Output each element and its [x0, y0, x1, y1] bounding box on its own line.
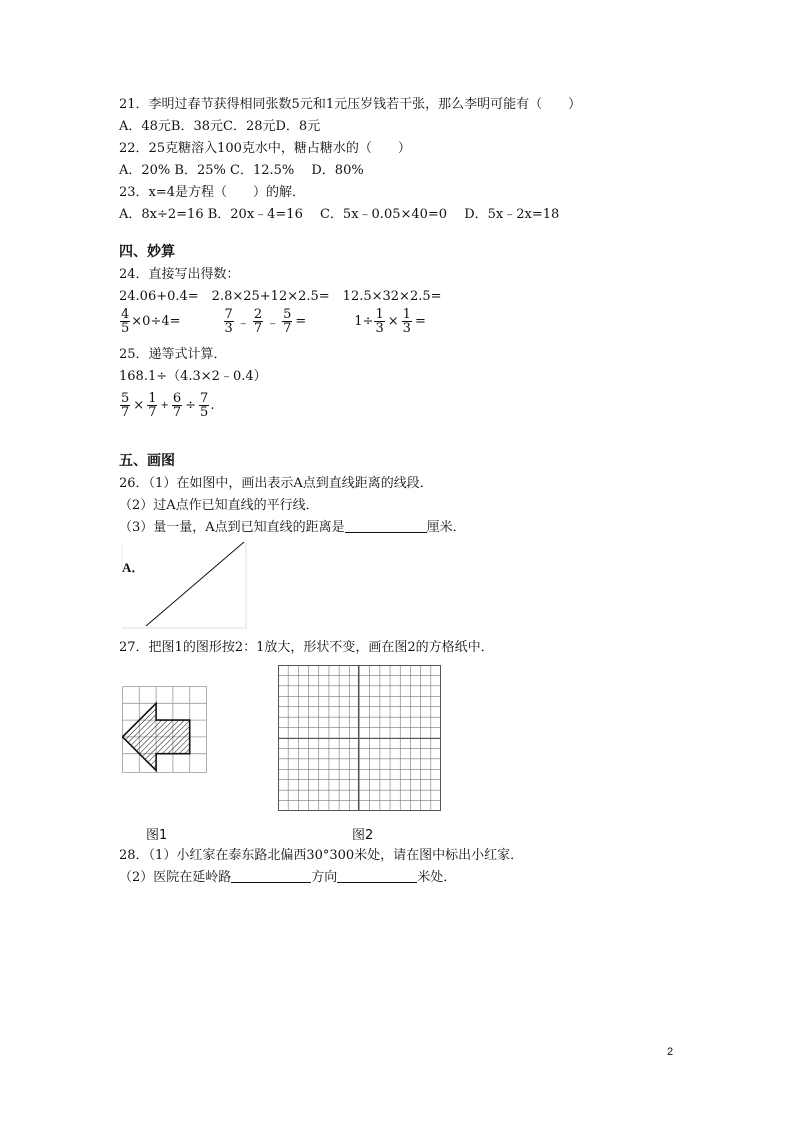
- q26-line-figure: [119, 540, 251, 630]
- fraction: $\frac{7}{3}$: [224, 306, 233, 336]
- q21-stem: 21．李明过春节获得相同张数5元和1元压岁钱若干张，那么李明可能有（ ）: [119, 97, 582, 112]
- fraction: $\frac{2}{7}$: [253, 306, 263, 336]
- answer-blank[interactable]: [345, 520, 427, 533]
- answer-blank[interactable]: [231, 870, 311, 883]
- fraction: $\frac{5}{7}$: [283, 306, 292, 336]
- q25-row2: $\frac{5}{7}$ × $\frac{1}{7}$ + $\frac{6}{7}$ ÷ $\frac{7}{5}$ .: [121, 390, 215, 420]
- q27-stem: 27．把图1的图形按2：1放大，形状不变，画在图2的方格纸中．: [119, 640, 494, 655]
- q24-row2: $\frac{4}{5}$ ×0÷4= $\frac{7}{3}$ ﹣ $\frac{2}{7}$ ﹣ $\frac{5}{7}$ = 1÷ $\frac{1}{3}$ × $\frac{1}{3}$ =: [121, 306, 426, 336]
- figure1-caption: 图1: [146, 828, 168, 843]
- figure1-arrow-grid: [122, 686, 208, 774]
- fraction: $\frac{1}{3}$: [375, 306, 384, 336]
- figure2-caption: 图2: [352, 828, 374, 843]
- q25-row1: 168.1÷（4.3×2﹣0.4）: [119, 369, 267, 384]
- answer-blank[interactable]: [337, 870, 417, 883]
- section4-heading: 四、妙算: [119, 244, 175, 260]
- q28-line1: 28．（1）小红家在泰东路北偏西30°300米处，请在图中标出小红家．: [119, 848, 524, 863]
- q24-stem: 24．直接写出得数：: [119, 267, 240, 282]
- q24-row1: 24.06+0.4= 2.8×25+12×2.5= 12.5×32×2.5=: [119, 289, 442, 304]
- q26-line2: （2）过A点作已知直线的平行线．: [119, 498, 319, 513]
- q23-stem: 23．x=4是方程（ ）的解．: [119, 185, 306, 200]
- q26-line3: （3）量一量，A点到已知直线的距离是 厘米．: [119, 520, 466, 535]
- q22-stem: 22．25克糖溶入100克水中，糖占糖水的（ ）: [119, 141, 411, 156]
- fraction: $\frac{1}{3}$: [402, 306, 411, 336]
- fraction: $\frac{6}{7}$: [172, 390, 182, 420]
- q26-line1: 26．（1）在如图中，画出表示A点到直线距离的线段．: [119, 476, 433, 491]
- q23-options: A．8x÷2=16 B．20x﹣4=16 C．5x﹣0.05×40=0 D．5x﹣2x=18: [119, 207, 560, 222]
- section5-heading: 五、画图: [119, 453, 175, 469]
- figure2-grid: [278, 665, 442, 812]
- fraction: $\frac{7}{5}$: [200, 390, 209, 420]
- q21-options: A．48元B．38元C．28元D．8元: [119, 119, 321, 134]
- point-a-label: A．: [122, 560, 145, 575]
- fraction: $\frac{4}{5}$: [121, 306, 130, 336]
- q25-stem: 25．递等式计算．: [119, 347, 227, 362]
- q22-options: A．20% B．25% C．12.5% D．80%: [119, 163, 364, 178]
- fraction: $\frac{5}{7}$: [121, 390, 130, 420]
- page-number: 2: [667, 1046, 674, 1058]
- q28-line2: （2）医院在延岭路 方向 米处．: [119, 870, 457, 885]
- fraction: $\frac{1}{7}$: [148, 390, 157, 420]
